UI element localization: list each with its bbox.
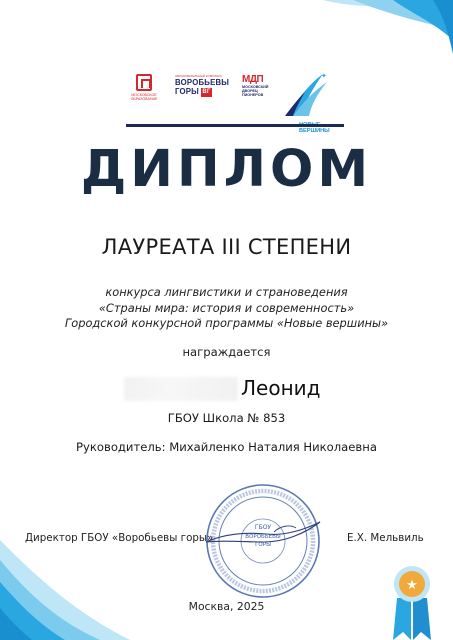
redacted-surname [124, 377, 238, 401]
mdp-mark: МДП [242, 74, 264, 85]
moscow-education-mark-icon [136, 74, 152, 91]
director-name: Е.Х. Мельвиль [347, 532, 424, 544]
stamp-center-line1: ГБОУ [254, 524, 272, 531]
diploma-title: ДИПЛОМ [80, 140, 373, 199]
mdp-line1: МОСКОВСКИЙ [242, 85, 269, 89]
recipient-school: ГБОУ Школа № 853 [167, 411, 286, 425]
vorobyovy-gory-line1: ВОРОБЬЕВЫ [175, 78, 230, 87]
mdp-line2: ДВОРЕЦ [242, 89, 258, 94]
contest-line1: конкурса лингвистики и страноведения [105, 285, 348, 299]
stamp-center-line3: ГОРЫ [255, 542, 271, 548]
novye-vershiny-line2: ВЕРШИНЫ [299, 128, 330, 134]
medal-icon [389, 564, 435, 640]
mdp-line3: ПИОНЕРОВ [242, 93, 264, 98]
moscow-education-label: МОСКОВСКОЕ ОБРАЗОВАНИЕ [130, 93, 158, 101]
header-divider [126, 124, 344, 127]
vorobyovy-gory-logo [175, 74, 233, 97]
official-stamp [204, 482, 322, 600]
diploma-degree: ЛАУРЕАТА III СТЕПЕНИ [101, 235, 352, 259]
moscow-education-logo [127, 74, 161, 101]
vorobyovy-gory-caption: ОБРАЗОВАТЕЛЬНЫЙ КОМПЛЕКС [175, 74, 223, 78]
supervisor-line: Руководитель: Михайленко Наталия Николаевна [76, 440, 377, 454]
corner-wave-bottom-left [0, 530, 130, 640]
svg-text:✦: ✦ [321, 72, 327, 80]
stamp-center-line2: ВОРОБЬЕВЫ [245, 534, 281, 540]
recipient-name: Леонид [241, 376, 321, 400]
contest-description [0, 285, 453, 332]
awarded-label: награждается [182, 345, 271, 359]
contest-line3: Городской конкурсной программы «Новые вершины» [64, 316, 389, 330]
vorobyovy-gory-badge-icon: ВГ [202, 89, 211, 95]
svg-text:★: ★ [406, 578, 418, 593]
corner-wave-top-right [283, 0, 453, 60]
vorobyovy-gory-line2: ГОРЫ [175, 87, 200, 96]
moscow-pioneers-palace-logo [242, 74, 278, 98]
city-year: Москва, 2025 [188, 600, 265, 613]
contest-line2: «Страны мира: история и современность» [98, 300, 355, 315]
director-label: Директор ГБОУ «Воробьевы горы» [25, 532, 214, 544]
novye-vershiny-swoosh-icon [283, 70, 333, 118]
